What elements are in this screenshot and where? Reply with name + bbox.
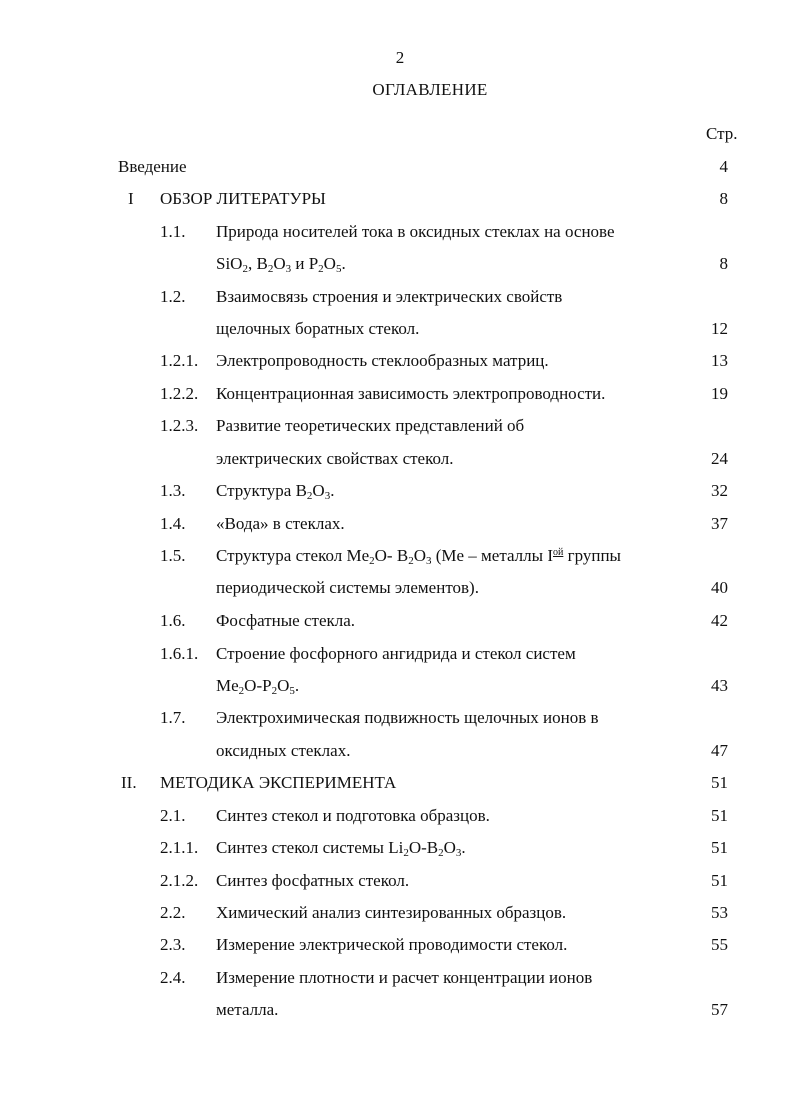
toc-item-text: Природа носителей тока в оксидных стеклах на основе: [216, 222, 615, 241]
toc-item-text: Электрохимическая подвижность щелочных ионов в: [216, 708, 599, 727]
toc-page-ref: 55: [711, 935, 728, 954]
toc-item-number: 1.2.2.: [160, 384, 199, 403]
toc-item-text: Синтез стекол и подготовка образцов.: [216, 806, 490, 825]
toc-page-ref: 43: [711, 676, 728, 695]
toc-item-number: 1.7.: [160, 708, 186, 727]
toc-page-ref: 42: [711, 611, 728, 630]
toc-page-ref: 8: [719, 189, 728, 208]
toc-item-number: 1.2.3.: [160, 416, 199, 435]
toc-item-number: 1.4.: [160, 514, 186, 533]
toc-page-ref: 51: [711, 773, 728, 792]
toc-item-text: SiO$_2$, $B_2O_3$ и $P_2O_5$.: [216, 254, 346, 275]
toc-section-title: ОБЗОР ЛИТЕРАТУРЫ: [160, 189, 326, 208]
page-title: ОГЛАВЛЕНИЕ: [372, 80, 488, 99]
toc-item-number: 2.4.: [160, 968, 186, 987]
toc-item-text: Синтез фосфатных стекол.: [216, 871, 410, 890]
toc-page-ref: 37: [711, 514, 728, 533]
toc-item-text: щелочных боратных стекол.: [216, 319, 420, 338]
toc-item-text: Химический анализ синтезированных образцов.: [216, 903, 567, 922]
toc-item-number: 2.1.1.: [160, 838, 199, 857]
toc-item-text: электрических свойствах стекол.: [216, 449, 454, 468]
toc-item-number: 1.3.: [160, 481, 186, 500]
page-number: 2: [395, 48, 405, 67]
toc-intro-label: Введение: [118, 157, 187, 176]
toc-item-number: 1.5.: [160, 546, 186, 565]
toc-item-text: Структура стекол $Me_2O-$ $B_2O_3$ (Me – металлы $I^{ой}$ группы: [216, 546, 621, 567]
toc-item-text: «Вода» в стеклах.: [216, 514, 345, 533]
toc-page-ref: 32: [711, 481, 728, 500]
toc-item-text: Фосфатные стекла.: [216, 611, 356, 630]
toc-page-ref: 47: [711, 741, 728, 760]
toc-section-number: I: [128, 189, 134, 208]
toc-item-text: Концентрационная зависимость электропроводности.: [216, 384, 606, 403]
pages-column-header: Стр.: [706, 124, 738, 143]
toc-item-number: 2.1.: [160, 806, 186, 825]
toc-page-ref: 13: [711, 351, 728, 370]
toc-item-text: Развитие теоретических представлений об: [216, 416, 525, 435]
toc-page-ref: 8: [719, 254, 728, 273]
toc-item-number: 2.3.: [160, 935, 186, 954]
toc-item-number: 2.2.: [160, 903, 186, 922]
toc-item-text: Электропроводность стеклообразных матриц.: [216, 351, 549, 370]
toc-page-ref: 24: [711, 449, 728, 468]
toc-page-ref: 51: [711, 838, 728, 857]
toc-item-text: оксидных стеклах.: [216, 741, 351, 760]
toc-item-number: 1.6.1.: [160, 644, 199, 663]
toc-page-ref: 4: [719, 157, 728, 176]
toc-page-ref: 53: [711, 903, 728, 922]
toc-item-text: металла.: [216, 1000, 279, 1019]
toc-item-text: Взаимосвязь строения и электрических свойств: [216, 287, 563, 306]
toc-item-text: Структура $B_2O_3$.: [216, 481, 335, 502]
toc-item-text: Синтез стекол системы $Li_2O-B_2O_3$.: [216, 838, 466, 859]
toc-page-ref: 57: [711, 1000, 728, 1019]
toc-item-number: 1.6.: [160, 611, 186, 630]
toc-item-number: 1.2.: [160, 287, 186, 306]
toc-page-ref: 19: [711, 384, 728, 403]
toc-page-ref: 40: [711, 578, 728, 597]
toc-item-text: периодической системы элементов).: [216, 578, 479, 597]
toc-page-ref: 51: [711, 871, 728, 890]
toc-item-text: Измерение плотности и расчет концентрации ионов: [216, 968, 593, 987]
toc-section-number: II.: [121, 773, 137, 792]
toc-page-ref: 51: [711, 806, 728, 825]
toc-item-text: Строение фосфорного ангидрида и стекол систем: [216, 644, 576, 663]
toc-item-text: $Me_2O-P_2O_5$.: [216, 676, 300, 697]
toc-item-number: 2.1.2.: [160, 871, 199, 890]
toc-item-text: Измерение электрической проводимости стекол.: [216, 935, 568, 954]
toc-page-ref: 12: [711, 319, 728, 338]
toc-item-number: 1.2.1.: [160, 351, 199, 370]
toc-section-title: МЕТОДИКА ЭКСПЕРИМЕНТА: [160, 773, 397, 792]
toc-item-number: 1.1.: [160, 222, 186, 241]
